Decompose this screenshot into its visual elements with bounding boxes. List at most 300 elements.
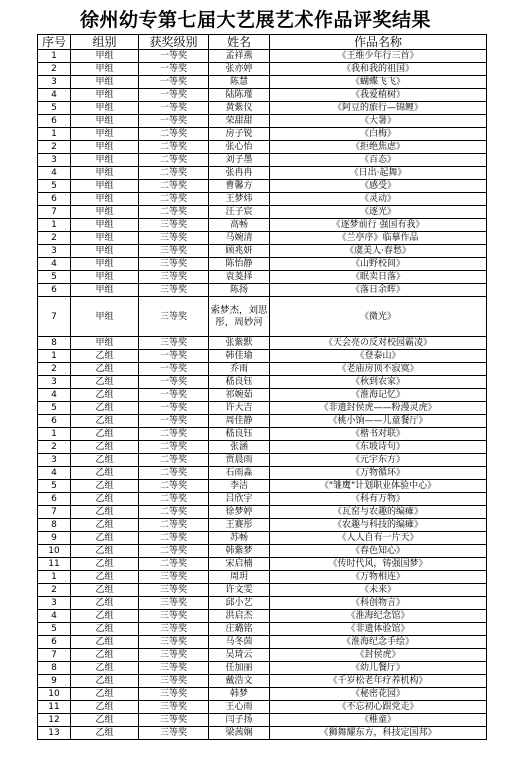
cell-index: 1	[38, 350, 71, 363]
cell-award-level: 三等奖	[139, 597, 209, 610]
cell-award-level: 二等奖	[139, 545, 209, 558]
cell-award-level: 三等奖	[139, 271, 209, 284]
table-row	[38, 154, 487, 167]
table-row	[38, 50, 487, 63]
cell-group: 甲组	[71, 102, 139, 115]
table-row	[38, 441, 487, 454]
cell-group: 甲组	[71, 337, 139, 350]
cell-group: 乙组	[71, 636, 139, 649]
table-row	[38, 102, 487, 115]
cell-index: 2	[38, 232, 71, 245]
cell-name: 韩梦	[209, 688, 270, 701]
cell-work-title: 《万物相连》	[270, 571, 487, 584]
cell-index: 6	[38, 493, 71, 506]
cell-work-title: 《万物循环》	[270, 467, 487, 480]
cell-group: 甲组	[71, 63, 139, 76]
cell-name: 陈扬	[209, 284, 270, 297]
cell-index: 5	[38, 271, 71, 284]
cell-name: 周玥	[209, 571, 270, 584]
cell-award-level: 二等奖	[139, 519, 209, 532]
table-row	[38, 219, 487, 232]
cell-index: 6	[38, 636, 71, 649]
table-row	[38, 532, 487, 545]
cell-index: 7	[38, 206, 71, 219]
cell-index: 9	[38, 675, 71, 688]
cell-work-title: 《"雏鹰"计划职业体验中心》	[270, 480, 487, 493]
cell-name: 戴浩文	[209, 675, 270, 688]
cell-name: 张冉冉	[209, 167, 270, 180]
table-row	[38, 428, 487, 441]
cell-award-level: 二等奖	[139, 206, 209, 219]
cell-award-level: 三等奖	[139, 636, 209, 649]
cell-award-level: 一等奖	[139, 376, 209, 389]
table-row	[38, 688, 487, 701]
cell-name: 张紫默	[209, 337, 270, 350]
table-row	[38, 545, 487, 558]
cell-award-level: 三等奖	[139, 649, 209, 662]
cell-name: 顾兆妍	[209, 245, 270, 258]
table-row	[38, 610, 487, 623]
cell-name: 闫子扬	[209, 714, 270, 727]
cell-work-title: 《登泰山》	[270, 350, 487, 363]
cell-index: 9	[38, 532, 71, 545]
cell-work-title: 《楷书对联》	[270, 428, 487, 441]
cell-index: 8	[38, 337, 71, 350]
cell-group: 乙组	[71, 402, 139, 415]
cell-index: 8	[38, 662, 71, 675]
cell-group: 乙组	[71, 363, 139, 376]
cell-work-title: 《非遗体验馆》	[270, 623, 487, 636]
cell-group: 甲组	[71, 193, 139, 206]
cell-name: 刘子墨	[209, 154, 270, 167]
cell-index: 7	[38, 297, 71, 337]
table-row	[38, 167, 487, 180]
cell-group: 甲组	[71, 76, 139, 89]
cell-index: 4	[38, 610, 71, 623]
table-row	[38, 506, 487, 519]
cell-work-title: 《狮舞耀东方，科技定国邦》	[270, 727, 487, 740]
cell-award-level: 二等奖	[139, 154, 209, 167]
cell-award-level: 三等奖	[139, 675, 209, 688]
cell-name: 王梦炜	[209, 193, 270, 206]
header-name: 姓名	[209, 35, 270, 50]
table-row	[38, 180, 487, 193]
cell-work-title: 《千岁松老年疗养机构》	[270, 675, 487, 688]
cell-index: 2	[38, 441, 71, 454]
cell-name: 石雨淼	[209, 467, 270, 480]
cell-index: 6	[38, 193, 71, 206]
cell-name: 张亦婷	[209, 63, 270, 76]
cell-index: 3	[38, 154, 71, 167]
cell-work-title: 《天会亮の反对校园霸凌》	[270, 337, 487, 350]
table-row	[38, 571, 487, 584]
table-row	[38, 206, 487, 219]
table-row	[38, 454, 487, 467]
cell-work-title: 《拒绝焦虑》	[270, 141, 487, 154]
cell-award-level: 一等奖	[139, 89, 209, 102]
cell-name: 苏畅	[209, 532, 270, 545]
cell-work-title: 《白梅》	[270, 128, 487, 141]
cell-award-level: 三等奖	[139, 701, 209, 714]
cell-work-title: 《王维少年行三首》	[270, 50, 487, 63]
cell-group: 乙组	[71, 519, 139, 532]
cell-work-title: 《日出·起舞》	[270, 167, 487, 180]
header-index: 序号	[38, 35, 71, 50]
cell-name: 吴琦云	[209, 649, 270, 662]
cell-work-title: 《百态》	[270, 154, 487, 167]
cell-award-level: 三等奖	[139, 232, 209, 245]
cell-name: 嵇良钰	[209, 428, 270, 441]
cell-group: 甲组	[71, 128, 139, 141]
cell-award-level: 一等奖	[139, 415, 209, 428]
cell-group: 甲组	[71, 167, 139, 180]
cell-group: 乙组	[71, 506, 139, 519]
cell-work-title: 《我爱植树》	[270, 89, 487, 102]
table-header-row	[38, 35, 487, 50]
table-row	[38, 636, 487, 649]
cell-index: 5	[38, 480, 71, 493]
table-row	[38, 701, 487, 714]
cell-work-title: 《东坡诗句》	[270, 441, 487, 454]
cell-work-title: 《逐光》	[270, 206, 487, 219]
cell-name: 陈慧	[209, 76, 270, 89]
cell-group: 乙组	[71, 389, 139, 402]
cell-name: 庄璐铭	[209, 623, 270, 636]
table-row	[38, 232, 487, 245]
cell-name: 曹馨方	[209, 180, 270, 193]
cell-index: 6	[38, 415, 71, 428]
cell-work-title: 《人人自有一片天》	[270, 532, 487, 545]
cell-index: 5	[38, 402, 71, 415]
cell-group: 乙组	[71, 597, 139, 610]
cell-name: 汪子宸	[209, 206, 270, 219]
cell-group: 甲组	[71, 219, 139, 232]
cell-award-level: 三等奖	[139, 688, 209, 701]
cell-name: 韩佳瑜	[209, 350, 270, 363]
cell-work-title: 《落日余晖》	[270, 284, 487, 297]
cell-index: 5	[38, 102, 71, 115]
cell-index: 4	[38, 89, 71, 102]
table-row	[38, 245, 487, 258]
table-row	[38, 258, 487, 271]
cell-name: 马婉清	[209, 232, 270, 245]
table-row	[38, 727, 487, 740]
cell-index: 11	[38, 558, 71, 571]
cell-group: 乙组	[71, 454, 139, 467]
header-work-title: 作品名称	[270, 35, 487, 50]
cell-index: 4	[38, 258, 71, 271]
table-row	[38, 363, 487, 376]
cell-work-title: 《淮海纪念手绘》	[270, 636, 487, 649]
cell-work-title: 《幼儿餐厅》	[270, 662, 487, 675]
cell-index: 3	[38, 76, 71, 89]
cell-index: 5	[38, 623, 71, 636]
cell-group: 乙组	[71, 558, 139, 571]
table-row	[38, 493, 487, 506]
cell-index: 3	[38, 454, 71, 467]
table-row	[38, 350, 487, 363]
cell-index: 10	[38, 688, 71, 701]
cell-name: 嵇良钰	[209, 376, 270, 389]
cell-award-level: 三等奖	[139, 219, 209, 232]
table-row	[38, 128, 487, 141]
cell-index: 3	[38, 245, 71, 258]
cell-name: 邱小艺	[209, 597, 270, 610]
cell-work-title: 《封侯虎》	[270, 649, 487, 662]
cell-group: 乙组	[71, 376, 139, 389]
cell-award-level: 二等奖	[139, 480, 209, 493]
table-row	[38, 76, 487, 89]
cell-award-level: 二等奖	[139, 493, 209, 506]
cell-group: 乙组	[71, 701, 139, 714]
cell-group: 甲组	[71, 206, 139, 219]
cell-name: 贾晨雨	[209, 454, 270, 467]
cell-work-title: 《秋到农家》	[270, 376, 487, 389]
cell-name: 周佳静	[209, 415, 270, 428]
table-row	[38, 284, 487, 297]
cell-work-title: 《未来》	[270, 584, 487, 597]
table-row	[38, 649, 487, 662]
cell-work-title: 《传时代风，铸强国梦》	[270, 558, 487, 571]
cell-award-level: 三等奖	[139, 610, 209, 623]
cell-index: 1	[38, 219, 71, 232]
cell-award-level: 一等奖	[139, 115, 209, 128]
table-row	[38, 376, 487, 389]
cell-work-title: 《我和我的祖国》	[270, 63, 487, 76]
cell-index: 2	[38, 63, 71, 76]
cell-group: 乙组	[71, 532, 139, 545]
cell-group: 乙组	[71, 571, 139, 584]
cell-work-title: 《山野校间》	[270, 258, 487, 271]
cell-index: 2	[38, 363, 71, 376]
cell-group: 乙组	[71, 350, 139, 363]
cell-index: 6	[38, 115, 71, 128]
cell-name: 洪启杰	[209, 610, 270, 623]
table-row	[38, 402, 487, 415]
table-row	[38, 480, 487, 493]
cell-award-level: 三等奖	[139, 245, 209, 258]
cell-group: 乙组	[71, 675, 139, 688]
table-row	[38, 662, 487, 675]
cell-group: 甲组	[71, 271, 139, 284]
cell-work-title: 《不忘初心跟党走》	[270, 701, 487, 714]
table-row	[38, 63, 487, 76]
cell-index: 2	[38, 584, 71, 597]
cell-work-title: 《科创物言》	[270, 597, 487, 610]
cell-name: 陈怡静	[209, 258, 270, 271]
table-row	[38, 714, 487, 727]
cell-award-level: 二等奖	[139, 441, 209, 454]
cell-group: 甲组	[71, 180, 139, 193]
cell-work-title: 《老庙房顶不寂寞》	[270, 363, 487, 376]
cell-award-level: 三等奖	[139, 297, 209, 337]
cell-award-level: 二等奖	[139, 454, 209, 467]
cell-name: 王心雨	[209, 701, 270, 714]
cell-index: 7	[38, 506, 71, 519]
cell-award-level: 一等奖	[139, 102, 209, 115]
table-row	[38, 558, 487, 571]
table-row	[38, 519, 487, 532]
cell-group: 乙组	[71, 428, 139, 441]
table-row	[38, 115, 487, 128]
table-row	[38, 623, 487, 636]
cell-name: 张涵	[209, 441, 270, 454]
table-row	[38, 415, 487, 428]
cell-award-level: 二等奖	[139, 467, 209, 480]
cell-name: 宋启楠	[209, 558, 270, 571]
cell-award-level: 三等奖	[139, 258, 209, 271]
cell-work-title: 《感受》	[270, 180, 487, 193]
cell-work-title: 《虞美人·春愁》	[270, 245, 487, 258]
cell-work-title: 《桃小饷——儿童餐厅》	[270, 415, 487, 428]
cell-name: 袁菱择	[209, 271, 270, 284]
cell-group: 乙组	[71, 727, 139, 740]
cell-award-level: 二等奖	[139, 180, 209, 193]
cell-work-title: 《非遗封侯虎——粉漫灵虎》	[270, 402, 487, 415]
cell-award-level: 三等奖	[139, 571, 209, 584]
document-title: 徐州幼专第七届大艺展艺术作品评奖结果	[79, 9, 431, 31]
cell-award-level: 三等奖	[139, 623, 209, 636]
cell-work-title: 《瓦窑与农趣的编瘫》	[270, 506, 487, 519]
table-row	[38, 141, 487, 154]
cell-name: 许文雯	[209, 584, 270, 597]
cell-award-level: 一等奖	[139, 63, 209, 76]
cell-name: 祁婉茹	[209, 389, 270, 402]
table-row	[38, 337, 487, 350]
cell-name: 韩紫梦	[209, 545, 270, 558]
table-row	[38, 597, 487, 610]
cell-award-level: 二等奖	[139, 141, 209, 154]
cell-award-level: 一等奖	[139, 350, 209, 363]
cell-award-level: 一等奖	[139, 363, 209, 376]
cell-group: 乙组	[71, 467, 139, 480]
cell-index: 6	[38, 284, 71, 297]
cell-award-level: 三等奖	[139, 714, 209, 727]
cell-work-title: 《秘密花园》	[270, 688, 487, 701]
cell-work-title: 《蝴蝶飞飞》	[270, 76, 487, 89]
cell-name: 索梦杰，刘思彤，周妙河	[209, 297, 270, 337]
cell-index: 7	[38, 649, 71, 662]
cell-index: 1	[38, 571, 71, 584]
cell-name: 黄紫仪	[209, 102, 270, 115]
cell-name: 吕欣宇	[209, 493, 270, 506]
cell-work-title: 《灵动》	[270, 193, 487, 206]
cell-group: 乙组	[71, 584, 139, 597]
cell-index: 4	[38, 467, 71, 480]
cell-group: 乙组	[71, 480, 139, 493]
table-row	[38, 389, 487, 402]
cell-index: 5	[38, 180, 71, 193]
cell-group: 甲组	[71, 115, 139, 128]
cell-work-title: 《淮海记忆》	[270, 389, 487, 402]
cell-work-title: 《元宇东方》	[270, 454, 487, 467]
cell-index: 8	[38, 519, 71, 532]
cell-index: 10	[38, 545, 71, 558]
cell-award-level: 一等奖	[139, 76, 209, 89]
cell-name: 高畅	[209, 219, 270, 232]
cell-index: 4	[38, 389, 71, 402]
cell-work-title: 《春色知心》	[270, 545, 487, 558]
cell-work-title: 《兰亭序》临摹作品	[270, 232, 487, 245]
cell-group: 乙组	[71, 714, 139, 727]
cell-index: 12	[38, 714, 71, 727]
cell-index: 3	[38, 376, 71, 389]
cell-index: 2	[38, 141, 71, 154]
cell-award-level: 二等奖	[139, 128, 209, 141]
cell-group: 乙组	[71, 545, 139, 558]
cell-group: 乙组	[71, 623, 139, 636]
cell-work-title: 《眠卖日落》	[270, 271, 487, 284]
cell-award-level: 三等奖	[139, 584, 209, 597]
cell-award-level: 二等奖	[139, 428, 209, 441]
cell-name: 陆陈瑾	[209, 89, 270, 102]
cell-award-level: 一等奖	[139, 389, 209, 402]
cell-group: 乙组	[71, 493, 139, 506]
table-row	[38, 467, 487, 480]
cell-work-title: 《大暑》	[270, 115, 487, 128]
cell-index: 11	[38, 701, 71, 714]
cell-award-level: 二等奖	[139, 532, 209, 545]
cell-work-title: 《逐梦前行 强国有我》	[270, 219, 487, 232]
cell-index: 1	[38, 50, 71, 63]
cell-work-title: 《农趣与科技的编瘫》	[270, 519, 487, 532]
cell-work-title: 《淮海纪念馆》	[270, 610, 487, 623]
results-table	[37, 34, 487, 740]
cell-award-level: 三等奖	[139, 662, 209, 675]
cell-name: 任加丽	[209, 662, 270, 675]
cell-group: 乙组	[71, 441, 139, 454]
cell-group: 乙组	[71, 415, 139, 428]
cell-index: 3	[38, 597, 71, 610]
cell-group: 甲组	[71, 50, 139, 63]
cell-group: 乙组	[71, 662, 139, 675]
cell-name: 荣甜甜	[209, 115, 270, 128]
header-group: 组别	[71, 35, 139, 50]
cell-group: 乙组	[71, 688, 139, 701]
cell-award-level: 一等奖	[139, 50, 209, 63]
cell-group: 甲组	[71, 284, 139, 297]
cell-index: 1	[38, 128, 71, 141]
cell-name: 房子锐	[209, 128, 270, 141]
cell-award-level: 二等奖	[139, 558, 209, 571]
cell-group: 甲组	[71, 297, 139, 337]
cell-group: 甲组	[71, 245, 139, 258]
cell-work-title: 《微光》	[270, 297, 487, 337]
cell-index: 13	[38, 727, 71, 740]
cell-group: 乙组	[71, 610, 139, 623]
cell-award-level: 二等奖	[139, 167, 209, 180]
cell-name: 李洁	[209, 480, 270, 493]
cell-award-level: 二等奖	[139, 193, 209, 206]
cell-award-level: 三等奖	[139, 727, 209, 740]
table-row	[38, 675, 487, 688]
cell-index: 4	[38, 167, 71, 180]
cell-name: 许大吉	[209, 402, 270, 415]
header-award-level: 获奖级别	[139, 35, 209, 50]
cell-work-title: 《科有万物》	[270, 493, 487, 506]
table-row	[38, 297, 487, 337]
cell-name: 徐梦婷	[209, 506, 270, 519]
cell-group: 甲组	[71, 89, 139, 102]
table-row	[38, 193, 487, 206]
cell-name: 梁茜娴	[209, 727, 270, 740]
table-row	[38, 271, 487, 284]
cell-award-level: 一等奖	[139, 402, 209, 415]
cell-work-title: 《阿豆的旅行—锦鲤》	[270, 102, 487, 115]
cell-name: 王赛彤	[209, 519, 270, 532]
cell-award-level: 二等奖	[139, 506, 209, 519]
cell-name: 孟祥燕	[209, 50, 270, 63]
